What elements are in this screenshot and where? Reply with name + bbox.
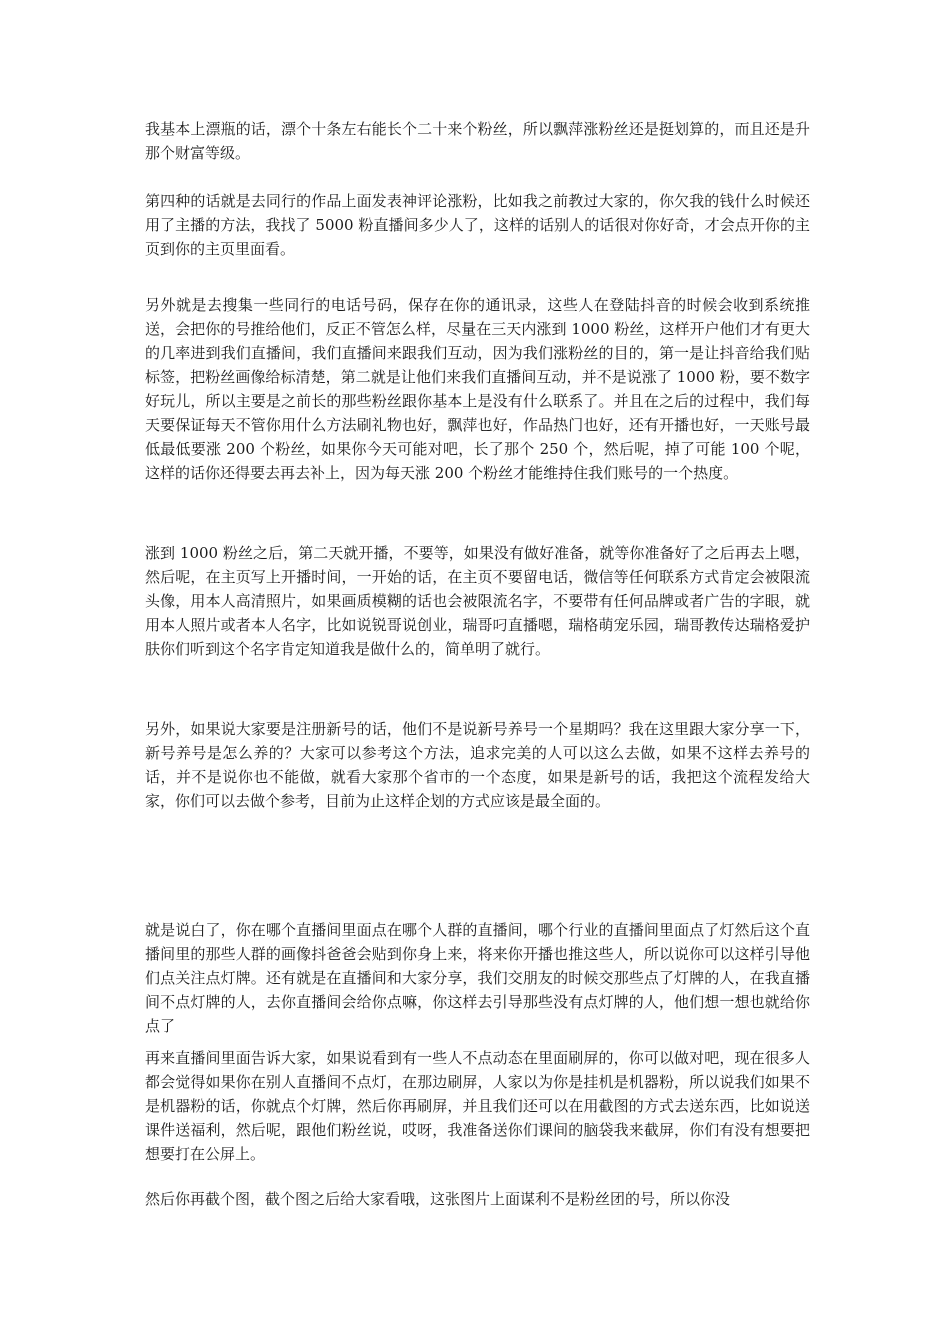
- paragraph-text: 再来直播间里面告诉大家，如果说看到有一些人不点动态在里面刷屏的，你可以做对吧，现在很多人都会觉得如果你在别人直播间不点灯，在那边刷屏，人家以为你是挂机是机器粉，所以说我们如果不是机器粉的话，你就点个灯牌，然后你再刷屏，并且我们还可以在用截图的方式去送东西，比如说送课件送福利，然后呢，跟他们粉丝说，哎呀，我准备送你们课间的脑袋我来截屏，你们有没有想要把想要打在公屏上。: [145, 1049, 810, 1163]
- paragraph-7: [145, 1046, 810, 1166]
- paragraph-8: [145, 1187, 810, 1211]
- paragraph-4: [145, 541, 810, 661]
- paragraph-text: 我基本上漂瓶的话，漂个十条左右能长个二十来个粉丝，所以飘萍涨粉丝还是挺划算的，而且还是升那个财富等级。: [145, 120, 810, 162]
- paragraph-text: 涨到 1000 粉丝之后，第二天就开播，不要等，如果没有做好准备，就等你准备好了之后再去上嗯，然后呢，在主页写上开播时间，一开始的话，在主页不要留电话，微信等任何联系方式肯定会被限流头像，用本人高清照片，如果画质模糊的话也会被限流名字，不要带有任何品牌或者广告的字眼，就用本人照片或者本人名字，比如说锐哥说创业，瑞哥叼直播嗯，瑞格萌宠乐园，瑞哥教传达瑞格爱护肤你们听到这个名字肯定知道我是做什么的，简单明了就行。: [145, 544, 810, 658]
- paragraph-text: 就是说白了，你在哪个直播间里面点在哪个人群的直播间，哪个行业的直播间里面点了灯然后这个直播间里的那些人群的画像抖爸爸会贴到你身上来，将来你开播也推这些人，所以说你可以这样引导他们点关注点灯牌。还有就是在直播间和大家分享，我们交朋友的时候交那些点了灯牌的人，在我直播间不点灯牌的人，去你直播间会给你点嘛，你这样去引导那些没有点灯牌的人，他们想一想也就给你点了: [145, 921, 810, 1035]
- paragraph-text: 另外，如果说大家要是注册新号的话，他们不是说新号养号一个星期吗？我在这里跟大家分享一下，新号养号是怎么养的？大家可以参考这个方法，追求完美的人可以这么去做，如果不这样去养号的话，并不是说你也不能做，就看大家那个省市的一个态度，如果是新号的话，我把这个流程发给大家，你们可以去做个参考，目前为止这样企划的方式应该是最全面的。: [145, 720, 810, 810]
- paragraph-6: [145, 918, 810, 1038]
- paragraph-text: 另外就是去搜集一些同行的电话号码，保存在你的通讯录，这些人在登陆抖音的时候会收到系统推送，会把你的号推给他们，反正不管怎么样，尽量在三天内涨到 1000 粉丝，这样开户他们才有更大的几率进到我们直播间，我们直播间来跟我们互动，因为我们涨粉丝的目的，第一是让抖音给我们贴标签，把粉丝画像给标清楚，第二就是让他们来我们直播间互动，并不是说涨了 1000 粉，要不数字好玩儿，所以主要是之前长的那些粉丝跟你基本上是没有什么联系了。并且在之后的过程中，我们每天要保证每天不管你用什么方法刷礼物也好，飘萍也好，作品热门也好，还有开播也好，一天账号最低最低要涨 200 个粉丝，如果你今天可能对吧，长了那个 250 个，然后呢，掉了可能 100 个呢，这样的话你还得要去再去补上，因为每天涨 200 个粉丝才能维持住我们账号的一个热度。: [145, 296, 810, 482]
- paragraph-3: [145, 293, 810, 485]
- paragraph-text: 然后你再截个图，截个图之后给大家看哦，这张图片上面谋利不是粉丝团的号，所以你没: [145, 1190, 731, 1208]
- paragraph-2: [145, 189, 810, 261]
- paragraph-5: [145, 717, 810, 813]
- paragraph-text: 第四种的话就是去同行的作品上面发表神评论涨粉，比如我之前教过大家的，你欠我的钱什么时候还用了主播的方法，我找了 5000 粉直播间多少人了，这样的话别人的话很对你好奇，才会点开你的主页到你的主页里面看。: [145, 192, 810, 258]
- paragraph-1: [145, 117, 810, 165]
